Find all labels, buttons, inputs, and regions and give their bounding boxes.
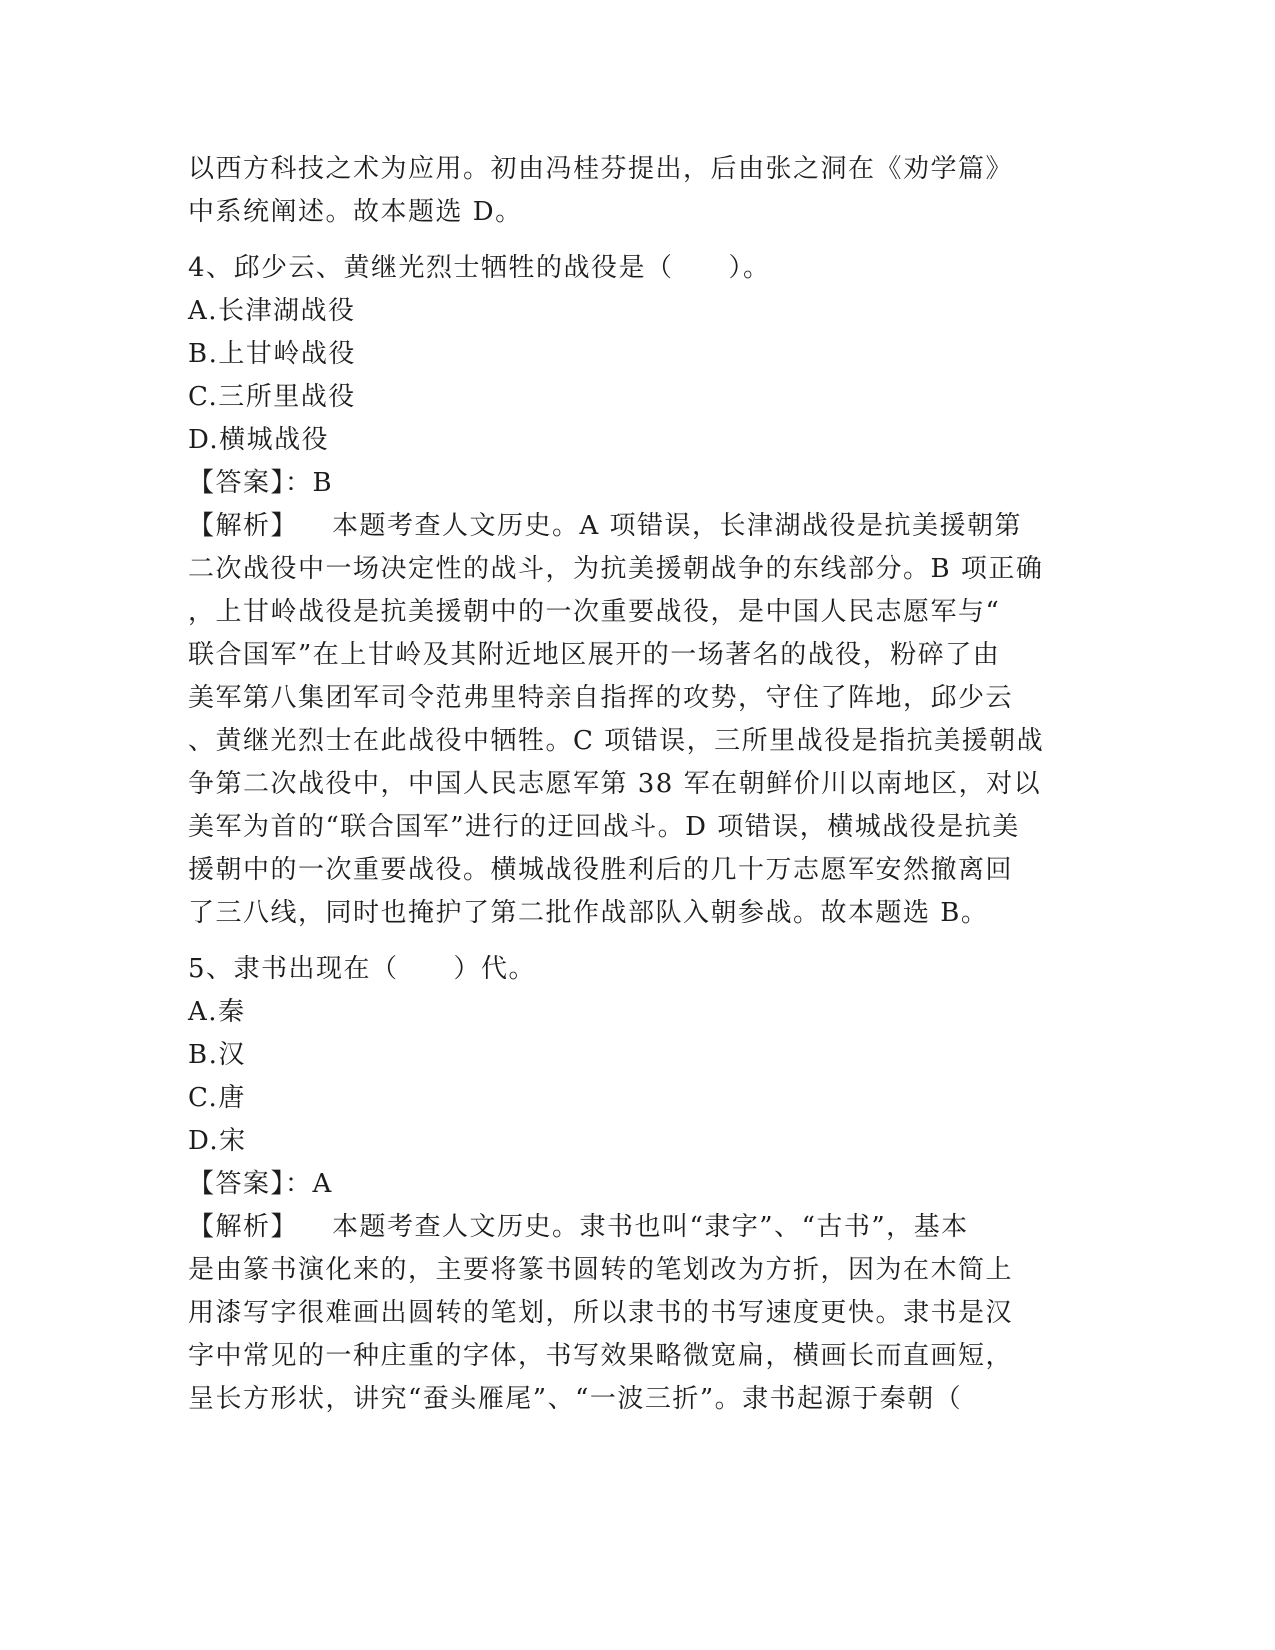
intro-paragraph	[188, 148, 1088, 234]
option-d: D.宋	[188, 1126, 247, 1156]
analysis-line: 了三八线，同时也掩护了第二批作战部队入朝参战。故本题选 B。	[188, 898, 989, 928]
analysis-line: 美军为首的“联合国军”进行的迂回战斗。D 项错误，横城战役是抗美	[188, 812, 1020, 842]
analysis-first-line	[188, 1206, 1088, 1249]
question-text: 4、邱少云、黄继光烈士牺牲的战役是（ ）。	[188, 253, 771, 283]
question-5	[188, 948, 1088, 1421]
analysis-line: 呈长方形状，讲究“蚕头雁尾”、“一波三折”。隶书起源于秦朝（	[188, 1384, 963, 1414]
analysis-first-line	[188, 505, 1088, 548]
analysis-label: 【解析】	[188, 1212, 299, 1242]
answer-line	[188, 462, 1088, 505]
question-4	[188, 247, 1088, 935]
option-b: B.上甘岭战役	[188, 339, 356, 369]
option-a: A.长津湖战役	[188, 296, 356, 326]
analysis-text: 本题考查人文历史。A 项错误，长津湖战役是抗美援朝第	[332, 511, 1023, 541]
analysis-line: 字中常见的一种庄重的字体，书写效果略微宽扁，横画长而直画短，	[188, 1341, 1014, 1371]
answer-label: 【答案】：	[188, 1169, 313, 1199]
analysis-line: 用漆写字很难画出圆转的笔划，所以隶书的书写速度更快。隶书是汉	[188, 1298, 1014, 1328]
answer-label: 【答案】：	[188, 468, 313, 498]
analysis-line: 、黄继光烈士在此战役中牺牲。C 项错误，三所里战役是指抗美援朝战	[188, 726, 1045, 756]
analysis-text: 本题考查人文历史。隶书也叫“隶字”、“古书”，基本	[332, 1212, 969, 1242]
option-a: A.秦	[188, 997, 246, 1027]
option-c: C.三所里战役	[188, 382, 356, 412]
document-page	[188, 148, 1088, 1421]
analysis-line: ，上甘岭战役是抗美援朝中的一次重要战役，是中国人民志愿军与“	[188, 597, 1001, 627]
answer-value: A	[312, 1169, 333, 1199]
option-d: D.横城战役	[188, 425, 330, 455]
analysis-label: 【解析】	[188, 511, 299, 541]
analysis-line: 援朝中的一次重要战役。横城战役胜利后的几十万志愿军安然撤离回	[188, 855, 1014, 885]
analysis-line: 争第二次战役中，中国人民志愿军第 38 军在朝鲜价川以南地区，对以	[188, 769, 1042, 799]
option-c: C.唐	[188, 1083, 246, 1113]
text-line: 中系统阐述。故本题选 D。	[188, 197, 523, 227]
answer-value: B	[312, 468, 334, 498]
analysis-line: 联合国军”在上甘岭及其附近地区展开的一场著名的战役，粉碎了由	[188, 640, 1001, 670]
analysis-line: 二次战役中一场决定性的战斗，为抗美援朝战争的东线部分。B 项正确	[188, 554, 1044, 584]
analysis-line: 美军第八集团军司令范弗里特亲自指挥的攻势，守住了阵地，邱少云	[188, 683, 1014, 713]
option-b: B.汉	[188, 1040, 246, 1070]
question-text: 5、隶书出现在（ ）代。	[188, 954, 537, 984]
text-line: 以西方科技之术为应用。初由冯桂芬提出，后由张之洞在《劝学篇》	[188, 154, 1014, 184]
analysis-line: 是由篆书演化来的，主要将篆书圆转的笔划改为方折，因为在木简上	[188, 1255, 1014, 1285]
answer-line	[188, 1163, 1088, 1206]
